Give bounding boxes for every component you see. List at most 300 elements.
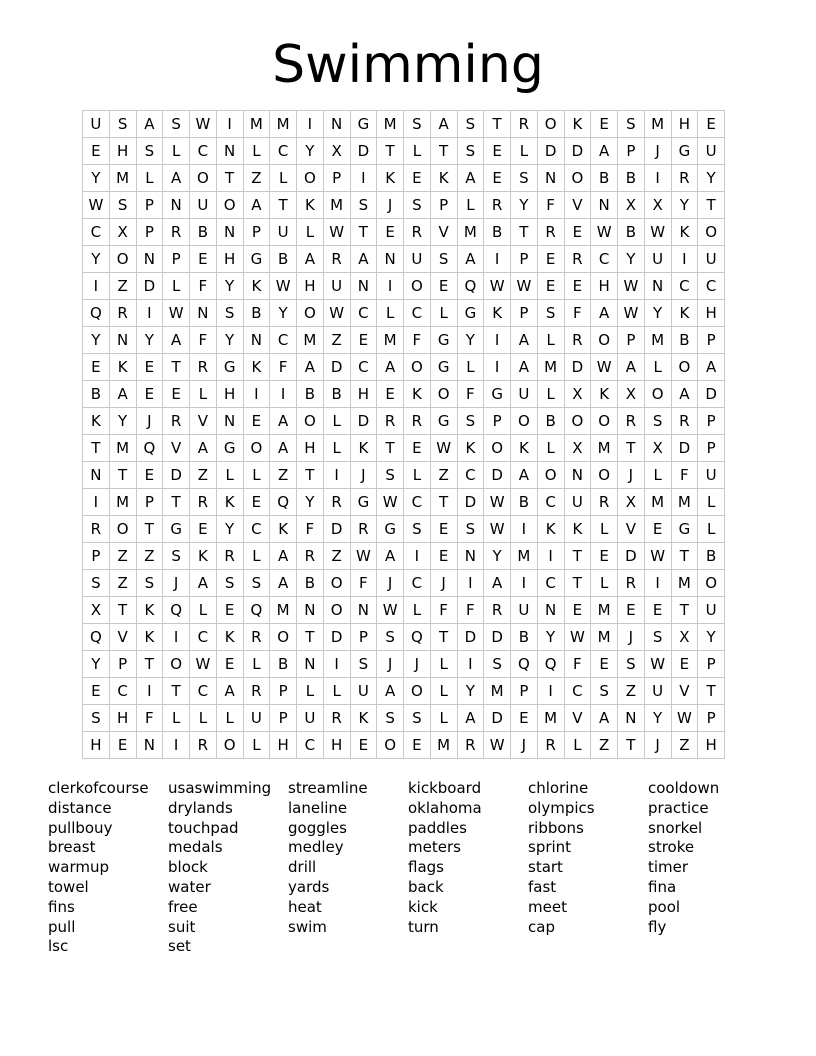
- grid-cell: S: [644, 624, 671, 651]
- grid-cell: R: [484, 192, 511, 219]
- grid-cell: C: [564, 678, 591, 705]
- grid-cell: A: [243, 192, 270, 219]
- grid-cell: F: [297, 516, 324, 543]
- grid-cell: L: [163, 138, 190, 165]
- word-list-item: cap: [528, 917, 555, 936]
- grid-cell: O: [591, 462, 618, 489]
- grid-cell: R: [216, 543, 243, 570]
- grid-cell: S: [430, 246, 457, 273]
- grid-cell: M: [109, 165, 136, 192]
- grid-cell: S: [109, 192, 136, 219]
- grid-cell: E: [243, 408, 270, 435]
- grid-cell: I: [243, 381, 270, 408]
- grid-cell: O: [698, 570, 725, 597]
- grid-cell: P: [136, 489, 163, 516]
- grid-cell: J: [644, 138, 671, 165]
- grid-cell: P: [511, 246, 538, 273]
- grid-cell: I: [644, 165, 671, 192]
- grid-cell: C: [190, 678, 217, 705]
- grid-cell: L: [297, 219, 324, 246]
- grid-cell: L: [190, 597, 217, 624]
- grid-cell: R: [323, 246, 350, 273]
- grid-cell: F: [457, 381, 484, 408]
- grid-cell: T: [377, 435, 404, 462]
- grid-cell: Z: [430, 462, 457, 489]
- grid-cell: Z: [323, 327, 350, 354]
- grid-cell: Y: [109, 408, 136, 435]
- word-list-item: stroke: [648, 838, 695, 857]
- word-list-item: towel: [48, 877, 89, 896]
- grid-cell: F: [537, 192, 564, 219]
- grid-cell: D: [457, 489, 484, 516]
- grid-cell: A: [109, 381, 136, 408]
- grid-cell: B: [591, 165, 618, 192]
- grid-cell: V: [618, 516, 645, 543]
- grid-cell: O: [404, 273, 431, 300]
- grid-row: [83, 354, 725, 381]
- grid-cell: D: [698, 381, 725, 408]
- grid-cell: B: [537, 408, 564, 435]
- grid-cell: A: [511, 354, 538, 381]
- grid-cell: R: [83, 516, 110, 543]
- grid-cell: E: [136, 354, 163, 381]
- grid-cell: R: [457, 732, 484, 759]
- grid-cell: L: [190, 381, 217, 408]
- grid-cell: X: [83, 597, 110, 624]
- grid-row: [83, 192, 725, 219]
- grid-cell: W: [591, 354, 618, 381]
- grid-cell: S: [350, 192, 377, 219]
- grid-cell: Q: [537, 651, 564, 678]
- grid-cell: T: [430, 489, 457, 516]
- grid-cell: Z: [323, 543, 350, 570]
- grid-cell: P: [83, 543, 110, 570]
- grid-cell: U: [270, 219, 297, 246]
- grid-cell: B: [618, 165, 645, 192]
- grid-cell: M: [671, 570, 698, 597]
- grid-cell: B: [511, 489, 538, 516]
- grid-cell: C: [190, 138, 217, 165]
- grid-cell: I: [136, 300, 163, 327]
- grid-cell: H: [671, 111, 698, 138]
- grid-cell: D: [457, 624, 484, 651]
- grid-cell: M: [537, 705, 564, 732]
- grid-cell: I: [297, 111, 324, 138]
- grid-cell: R: [404, 219, 431, 246]
- grid-cell: O: [216, 192, 243, 219]
- grid-cell: T: [297, 624, 324, 651]
- grid-cell: K: [136, 597, 163, 624]
- grid-cell: O: [644, 381, 671, 408]
- grid-cell: I: [216, 111, 243, 138]
- grid-cell: C: [243, 516, 270, 543]
- grid-cell: R: [243, 624, 270, 651]
- grid-cell: A: [484, 570, 511, 597]
- grid-cell: J: [377, 192, 404, 219]
- grid-cell: K: [484, 300, 511, 327]
- grid-cell: K: [564, 111, 591, 138]
- grid-cell: G: [430, 408, 457, 435]
- grid-cell: Q: [511, 651, 538, 678]
- grid-row: [83, 462, 725, 489]
- grid-cell: C: [537, 570, 564, 597]
- grid-cell: N: [591, 192, 618, 219]
- grid-cell: Z: [591, 732, 618, 759]
- grid-cell: K: [564, 516, 591, 543]
- grid-cell: T: [511, 219, 538, 246]
- grid-cell: T: [430, 138, 457, 165]
- grid-cell: C: [404, 570, 431, 597]
- grid-cell: D: [323, 354, 350, 381]
- grid-cell: H: [216, 381, 243, 408]
- grid-cell: B: [618, 219, 645, 246]
- grid-cell: Z: [671, 732, 698, 759]
- grid-cell: R: [190, 732, 217, 759]
- grid-cell: L: [537, 327, 564, 354]
- grid-cell: B: [83, 381, 110, 408]
- grid-cell: I: [484, 327, 511, 354]
- grid-cell: P: [243, 219, 270, 246]
- grid-cell: K: [377, 165, 404, 192]
- grid-cell: M: [591, 597, 618, 624]
- grid-cell: W: [644, 543, 671, 570]
- grid-cell: K: [270, 516, 297, 543]
- grid-cell: X: [618, 381, 645, 408]
- page-title: Swimming: [272, 35, 544, 95]
- grid-row: [83, 705, 725, 732]
- grid-cell: I: [484, 354, 511, 381]
- grid-cell: R: [163, 408, 190, 435]
- grid-cell: A: [270, 408, 297, 435]
- grid-cell: C: [350, 354, 377, 381]
- grid-cell: E: [484, 138, 511, 165]
- grid-cell: R: [243, 678, 270, 705]
- word-list-column: [528, 779, 648, 957]
- grid-cell: J: [377, 570, 404, 597]
- grid-cell: Z: [618, 678, 645, 705]
- grid-cell: O: [297, 300, 324, 327]
- grid-cell: D: [323, 516, 350, 543]
- grid-cell: P: [511, 300, 538, 327]
- grid-cell: F: [671, 462, 698, 489]
- grid-row: [83, 138, 725, 165]
- grid-cell: Q: [163, 597, 190, 624]
- grid-cell: I: [671, 246, 698, 273]
- grid-cell: L: [457, 192, 484, 219]
- grid-cell: L: [243, 543, 270, 570]
- grid-cell: J: [136, 408, 163, 435]
- grid-cell: C: [83, 219, 110, 246]
- grid-cell: L: [243, 651, 270, 678]
- grid-cell: A: [457, 165, 484, 192]
- grid-cell: A: [270, 543, 297, 570]
- grid-cell: B: [511, 624, 538, 651]
- word-list-item: paddles: [408, 818, 467, 837]
- grid-cell: O: [323, 570, 350, 597]
- grid-cell: O: [591, 327, 618, 354]
- grid-cell: E: [350, 732, 377, 759]
- grid-cell: W: [618, 300, 645, 327]
- grid-cell: L: [323, 435, 350, 462]
- grid-cell: K: [511, 435, 538, 462]
- grid-cell: S: [377, 705, 404, 732]
- grid-cell: K: [83, 408, 110, 435]
- grid-cell: E: [511, 705, 538, 732]
- word-list-item: ribbons: [528, 818, 584, 837]
- grid-cell: U: [644, 678, 671, 705]
- grid-cell: B: [297, 570, 324, 597]
- grid-cell: G: [377, 516, 404, 543]
- word-list-item: cooldown: [648, 779, 720, 797]
- grid-cell: W: [484, 732, 511, 759]
- grid-cell: S: [83, 705, 110, 732]
- word-list-item: chlorine: [528, 779, 589, 797]
- grid-cell: I: [511, 570, 538, 597]
- grid-cell: L: [430, 705, 457, 732]
- grid-cell: G: [243, 246, 270, 273]
- grid-row: [83, 381, 725, 408]
- grid-cell: E: [83, 138, 110, 165]
- grid-cell: G: [350, 111, 377, 138]
- grid-cell: L: [190, 705, 217, 732]
- grid-cell: I: [484, 246, 511, 273]
- grid-cell: A: [511, 327, 538, 354]
- grid-cell: H: [297, 273, 324, 300]
- grid-cell: A: [216, 678, 243, 705]
- grid-row: [83, 678, 725, 705]
- grid-cell: L: [430, 651, 457, 678]
- grid-cell: I: [537, 543, 564, 570]
- grid-cell: K: [350, 705, 377, 732]
- grid-cell: Z: [109, 543, 136, 570]
- grid-cell: L: [644, 354, 671, 381]
- grid-cell: I: [644, 570, 671, 597]
- grid-cell: X: [644, 435, 671, 462]
- grid-cell: P: [350, 624, 377, 651]
- grid-cell: A: [377, 678, 404, 705]
- grid-cell: N: [163, 192, 190, 219]
- grid-cell: N: [216, 219, 243, 246]
- grid-cell: M: [243, 111, 270, 138]
- grid-cell: T: [698, 678, 725, 705]
- word-list-item: clerkofcourse: [48, 779, 149, 797]
- grid-row: [83, 246, 725, 273]
- grid-cell: L: [163, 273, 190, 300]
- grid-cell: K: [243, 354, 270, 381]
- grid-cell: W: [591, 219, 618, 246]
- grid-cell: S: [216, 570, 243, 597]
- grid-cell: D: [618, 543, 645, 570]
- grid-cell: H: [297, 435, 324, 462]
- grid-cell: Q: [243, 597, 270, 624]
- grid-cell: O: [564, 408, 591, 435]
- grid-cell: B: [698, 543, 725, 570]
- grid-cell: R: [163, 219, 190, 246]
- grid-cell: W: [644, 219, 671, 246]
- grid-cell: W: [671, 705, 698, 732]
- grid-cell: N: [136, 732, 163, 759]
- grid-cell: P: [109, 651, 136, 678]
- grid-cell: M: [644, 111, 671, 138]
- grid-cell: S: [136, 138, 163, 165]
- grid-cell: X: [671, 624, 698, 651]
- grid-cell: A: [430, 111, 457, 138]
- grid-cell: T: [83, 435, 110, 462]
- grid-cell: Y: [537, 624, 564, 651]
- grid-cell: S: [457, 408, 484, 435]
- grid-cell: Y: [671, 192, 698, 219]
- grid-row: [83, 543, 725, 570]
- grid-cell: G: [350, 489, 377, 516]
- grid-cell: D: [484, 705, 511, 732]
- grid-cell: M: [644, 327, 671, 354]
- grid-cell: E: [591, 651, 618, 678]
- grid-cell: M: [537, 354, 564, 381]
- grid-cell: Q: [83, 300, 110, 327]
- grid-cell: I: [404, 543, 431, 570]
- grid-cell: E: [671, 651, 698, 678]
- grid-cell: S: [644, 408, 671, 435]
- grid-cell: J: [350, 462, 377, 489]
- grid-cell: R: [511, 111, 538, 138]
- grid-cell: T: [377, 138, 404, 165]
- grid-cell: L: [404, 138, 431, 165]
- grid-cell: O: [270, 624, 297, 651]
- grid-cell: O: [216, 732, 243, 759]
- word-list-item: laneline: [288, 798, 348, 817]
- grid-cell: L: [377, 300, 404, 327]
- word-list-item: olympics: [528, 798, 595, 817]
- grid-cell: J: [404, 651, 431, 678]
- grid-cell: O: [243, 435, 270, 462]
- grid-cell: O: [377, 732, 404, 759]
- grid-cell: R: [564, 246, 591, 273]
- grid-cell: U: [698, 246, 725, 273]
- grid-cell: E: [83, 678, 110, 705]
- word-list-item: yards: [288, 877, 330, 896]
- grid-cell: Y: [698, 165, 725, 192]
- grid-cell: A: [698, 354, 725, 381]
- grid-cell: Z: [109, 273, 136, 300]
- grid-cell: C: [404, 300, 431, 327]
- grid-cell: A: [190, 435, 217, 462]
- grid-cell: D: [350, 138, 377, 165]
- grid-cell: N: [216, 408, 243, 435]
- grid-cell: U: [698, 138, 725, 165]
- grid-cell: M: [377, 111, 404, 138]
- grid-row: [83, 327, 725, 354]
- grid-row: [83, 300, 725, 327]
- grid-cell: T: [430, 624, 457, 651]
- grid-cell: E: [216, 651, 243, 678]
- grid-cell: E: [190, 516, 217, 543]
- grid-cell: F: [457, 597, 484, 624]
- word-list-column: [648, 779, 768, 957]
- grid-cell: L: [270, 165, 297, 192]
- grid-cell: E: [698, 111, 725, 138]
- grid-cell: U: [83, 111, 110, 138]
- grid-cell: P: [270, 678, 297, 705]
- grid-cell: W: [377, 597, 404, 624]
- grid-cell: O: [297, 408, 324, 435]
- grid-cell: B: [484, 219, 511, 246]
- grid-cell: R: [537, 732, 564, 759]
- grid-cell: N: [457, 543, 484, 570]
- grid-cell: R: [564, 327, 591, 354]
- grid-cell: H: [350, 381, 377, 408]
- grid-cell: W: [190, 111, 217, 138]
- grid-cell: L: [537, 381, 564, 408]
- word-list-item: goggles: [288, 818, 347, 837]
- grid-cell: O: [430, 381, 457, 408]
- grid-cell: N: [377, 246, 404, 273]
- grid-cell: I: [457, 570, 484, 597]
- word-list-item: block: [168, 858, 208, 877]
- grid-cell: N: [644, 273, 671, 300]
- grid-cell: C: [297, 732, 324, 759]
- grid-cell: E: [537, 246, 564, 273]
- grid-cell: N: [297, 597, 324, 624]
- grid-cell: U: [297, 705, 324, 732]
- grid-cell: Z: [109, 570, 136, 597]
- word-list-item: meet: [528, 897, 567, 916]
- grid-cell: D: [564, 138, 591, 165]
- grid-cell: W: [83, 192, 110, 219]
- grid-cell: N: [297, 651, 324, 678]
- grid-cell: A: [511, 462, 538, 489]
- grid-cell: X: [564, 381, 591, 408]
- grid-cell: O: [323, 597, 350, 624]
- grid-cell: D: [484, 462, 511, 489]
- grid-cell: L: [457, 354, 484, 381]
- grid-cell: H: [270, 732, 297, 759]
- grid-cell: K: [136, 624, 163, 651]
- grid-cell: D: [163, 462, 190, 489]
- grid-cell: L: [698, 516, 725, 543]
- grid-cell: Y: [216, 273, 243, 300]
- grid-cell: V: [190, 408, 217, 435]
- grid-cell: Y: [457, 327, 484, 354]
- grid-row: [83, 489, 725, 516]
- grid-row: [83, 219, 725, 246]
- grid-cell: J: [377, 651, 404, 678]
- word-list-column: [408, 779, 528, 957]
- grid-cell: O: [297, 165, 324, 192]
- grid-cell: N: [350, 597, 377, 624]
- word-list-item: pull: [48, 917, 76, 936]
- grid-cell: L: [216, 705, 243, 732]
- word-list-item: streamline: [288, 779, 368, 797]
- grid-cell: P: [698, 408, 725, 435]
- grid-cell: T: [671, 543, 698, 570]
- grid-cell: E: [430, 516, 457, 543]
- grid-cell: I: [83, 273, 110, 300]
- grid-cell: W: [323, 219, 350, 246]
- grid-cell: I: [83, 489, 110, 516]
- grid-cell: N: [323, 111, 350, 138]
- grid-cell: F: [404, 327, 431, 354]
- grid-cell: L: [297, 678, 324, 705]
- grid-cell: R: [618, 570, 645, 597]
- grid-cell: Y: [136, 327, 163, 354]
- grid-cell: M: [457, 219, 484, 246]
- grid-cell: B: [671, 327, 698, 354]
- grid-cell: A: [350, 246, 377, 273]
- grid-cell: R: [323, 489, 350, 516]
- grid-cell: K: [591, 381, 618, 408]
- grid-cell: J: [163, 570, 190, 597]
- grid-row: [83, 408, 725, 435]
